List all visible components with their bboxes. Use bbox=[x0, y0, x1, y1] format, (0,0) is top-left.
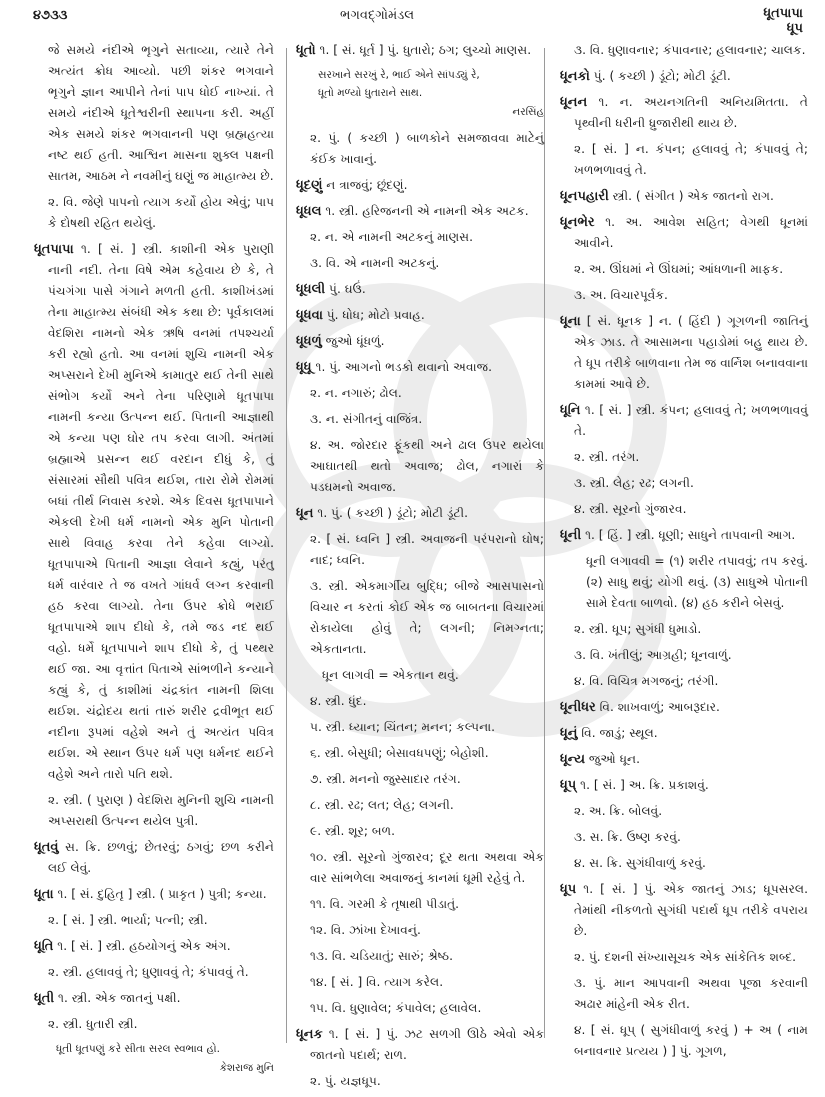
dictionary-entry bbox=[296, 331, 544, 352]
definition: ૧. [ હિં. ] સ્ત્રી. ધૂણી; સાધુને તાપવાની આગ. bbox=[585, 528, 796, 542]
sense-text: ૫. સ્ત્રી. ધ્યાન; ચિંતન; મનન; કલ્પના. bbox=[310, 720, 496, 734]
continued-text bbox=[34, 40, 274, 187]
sense bbox=[560, 827, 808, 848]
headword: ધૂપ bbox=[560, 882, 577, 897]
headword: ધૂધળું bbox=[296, 334, 322, 349]
sense-text: ૪. સ્ત્રી. સૂરનો ગુંજારવ. bbox=[574, 502, 687, 516]
dictionary-entry bbox=[560, 775, 808, 796]
continued-definition: જે સમયે નંદીએ ભૃગુને સતાવ્યા, ત્યારે તેને અત્યંત ક્રોધ આવ્યો. પછી શંકર ભગવાને ભૃગુને જ્ઞાન આપીને તેનાં પાપ ધોઈ નાખ્યાં. તે સમયે નંદીએ ધૂતેશ્વરીની સ્થાપના કરી. અહીં એક સમયે શંકર ભગવાનની પણ બ્રહ્મહત્યા નષ્ટ થઈ હતી. આશ્વિન માસના શુક્લ પક્ષની સાતમ, આઠમ ને નવમીનું ઘણું જ માહાત્મ્ય છે. bbox=[48, 43, 274, 183]
sense bbox=[296, 128, 544, 170]
sense bbox=[34, 192, 274, 234]
sense-text: ૧૦. સ્ત્રી. સૂરનો ગુંજારવ; દૂર થતા અથવા એક વાર સાંભળેલા અવાજનું કાનમાં ઘૂમી રહેવું તે. bbox=[310, 850, 544, 885]
sense bbox=[296, 529, 544, 571]
dictionary-entry bbox=[34, 884, 274, 905]
dictionary-entry bbox=[560, 525, 808, 546]
dictionary-entry bbox=[560, 92, 808, 134]
sense bbox=[296, 576, 544, 660]
sense-text: ૪. અ. જોરદાર ફૂંકથી અને ઢાલ ઉપર થયેલા આઘાતથી થતો અવાજ; ઢોલ, નગારાં કે પડઘમનો અવાજ. bbox=[310, 438, 544, 494]
dictionary-entry bbox=[560, 212, 808, 254]
dictionary-entry bbox=[296, 201, 544, 222]
sense-text: ૩. પું. માન આપવાની અથવા પૂજા કરવાની અઢાર માંહેની એક રીત. bbox=[574, 976, 808, 1011]
dictionary-entry bbox=[34, 936, 274, 957]
guide-word-bottom: ધૂપ bbox=[786, 21, 803, 36]
quotation bbox=[34, 1040, 274, 1079]
headword: ધૂનું bbox=[560, 726, 578, 741]
dictionary-entry bbox=[34, 988, 274, 1009]
sense-text: ૨. સ્ત્રી. ધૂપ; સુગંધી ધુમાડો. bbox=[574, 622, 702, 636]
sense-text: ૪. વિ. વિચિત્ર મગજનું; તરંગી. bbox=[574, 674, 719, 688]
sense-text: ૩. સ્ત્રી. એકમાર્ગીય બુદ્ધિ; બીજે આસપાસનો વિચાર ન કરતાં કોઈ એક જ બાબતના વિચારમાં રોકાયેલા હોવું તે; લગની; નિમગ્નતા; એકતાનતા. bbox=[310, 579, 544, 656]
sense-text: ૩. ન. સંગીતનું વાજિંત્ર. bbox=[310, 412, 423, 426]
sense-text: ૩. વિ. ધુણાવનાર; કંપાવનાર; હલાવનાર; ચાલક. bbox=[574, 43, 806, 57]
running-title: ભગવદ્ગોમંડલ bbox=[340, 8, 415, 23]
definition: ૧. [ સં. ] સ્ત્રી. હઠયોગનું એક અંગ. bbox=[57, 939, 231, 953]
guide-word-top: ધૂતપાપા bbox=[763, 6, 803, 21]
dictionary-entry bbox=[560, 66, 808, 87]
sense bbox=[34, 962, 274, 983]
sense bbox=[560, 1020, 808, 1062]
headword: ધૂનકો bbox=[560, 69, 590, 84]
dictionary-entry bbox=[560, 697, 808, 718]
definition: ૧. [ સં. ] પું. ઝટ સળગી ઊઠે એવો એક જાતનો પદાર્થ; રાળ. bbox=[310, 1027, 545, 1062]
headword: ધૂતો bbox=[296, 43, 316, 58]
dictionary-entry bbox=[296, 357, 544, 378]
sense-text: ૩. સ. ક્રિ. ઉષ્ણ કરવું. bbox=[574, 830, 681, 844]
sense-text: ૭. સ્ત્રી. મનનો જુસ્સાદાર તરંગ. bbox=[310, 772, 461, 786]
dictionary-entry bbox=[296, 1024, 544, 1066]
sense bbox=[296, 894, 544, 915]
definition: સ. ક્રિ. છળવું; છેતરવું; ઠગવું; છળ કરીને લઈ લેવું. bbox=[48, 840, 275, 875]
definition: સ્ત્રી. ( સંગીત ) એક જાતનો રાગ. bbox=[612, 189, 774, 203]
sense-text: ૨. પું. દશની સંખ્યાસૂચક એક સાંકેતિક શબ્દ. bbox=[574, 950, 797, 964]
headword: ધૂનન bbox=[560, 95, 588, 110]
dictionary-entry bbox=[296, 305, 544, 326]
definition: ૧. સ્ત્રી. હરિજનની એ નામની એક અટક. bbox=[325, 204, 529, 218]
definition: ૧. પું. આગનો ભડકો થવાનો અવાજ. bbox=[315, 360, 492, 374]
definition: ૧. [ સં. દુહિતૃ ] સ્ત્રી. ( પ્રાકૃત ) પુત્રી; કન્યા. bbox=[57, 887, 267, 901]
sense-text: ૪. સ. ક્રિ. સુગંધીવાળું કરવું. bbox=[574, 856, 706, 870]
sense-text: ૩. અ. વિચારપૂર્વક. bbox=[574, 288, 668, 302]
definition: ૧. અ. આવેશ સહિત; વેગથી ધૂનમાં આવીને. bbox=[574, 215, 808, 250]
sense bbox=[560, 801, 808, 822]
headword: ધૂનિ bbox=[560, 403, 581, 418]
headword: ધૂદણું bbox=[296, 178, 323, 193]
sense-text: ૨. [ સં. ] સ્ત્રી. ભાર્યા; પત્ની; સ્ત્રી. bbox=[48, 913, 208, 927]
sense bbox=[296, 409, 544, 430]
sense bbox=[560, 285, 808, 306]
sense-text: ૯. સ્ત્રી. શૂર; બળ. bbox=[310, 824, 396, 838]
headword: ધૂતપાપા bbox=[34, 242, 74, 257]
definition: જુઓ ધૂંધળું. bbox=[325, 334, 385, 348]
sense-text: ૨. પું. યજ્ઞધૂપ. bbox=[310, 1074, 381, 1088]
headword: ધૂતા bbox=[34, 887, 54, 902]
sense bbox=[296, 743, 544, 764]
sense bbox=[560, 973, 808, 1015]
headword: ધૂપ્ bbox=[560, 778, 577, 793]
headword: ધૂનભેર bbox=[560, 215, 595, 230]
quote-attribution: કેશરાજ મુનિ bbox=[219, 1062, 274, 1074]
dictionary-entry bbox=[34, 837, 274, 879]
sense-text: ૧૨. વિ. ઝાંખા દેખાવનું. bbox=[310, 923, 421, 937]
definition: ૧. [ સં. ] સ્ત્રી. કંપન; હલાવવું તે; ખળભળાવવું તે. bbox=[574, 403, 808, 438]
page-number: ૪૭૩૩ bbox=[33, 8, 68, 23]
sense bbox=[560, 139, 808, 181]
sense-text: ૨. સ્ત્રી. હલાવવું તે; ધુણાવવું તે; કંપાવવું તે. bbox=[48, 965, 249, 979]
sense bbox=[560, 947, 808, 968]
column-divider bbox=[544, 48, 545, 1038]
definition: ૧. ન. અયનગતિની અનિયમિતતા. તે પૃથ્વીની ધરીની ધ્રુજારીથી થાય છે. bbox=[574, 95, 808, 130]
quote-line: ધૂતી ધૂતપણું કરે સીતા સરલ સ્વભાવ હો. bbox=[56, 1043, 220, 1055]
sense bbox=[296, 769, 544, 790]
sense bbox=[560, 473, 808, 494]
headword: ધૂતવું bbox=[34, 840, 59, 855]
quote-line: સરખાને સરખું રે, ભાઈ એને સાંપડ્યું રે, bbox=[318, 69, 480, 81]
sense bbox=[296, 227, 544, 248]
headword: ધૂન્ય bbox=[560, 752, 585, 767]
headword: ધૂધૂ bbox=[296, 360, 312, 375]
sense bbox=[34, 910, 274, 931]
headword: ધૂધલ bbox=[296, 204, 322, 219]
sense-text: ૪. સ્ત્રી. ધુંદ. bbox=[310, 694, 367, 708]
dictionary-entry bbox=[34, 239, 274, 785]
definition: ન ત્રાજવું; છૂંદણું. bbox=[326, 178, 408, 192]
sense bbox=[560, 259, 808, 280]
sense-text: ૪. [ સં. ધૂપ્ ( સુગંધીવાળું કરવું ) + અ ( નામ બનાવનાર પ્રત્યય ) ] પું. ગૂગળ, bbox=[574, 1023, 808, 1058]
dictionary-entry bbox=[560, 311, 808, 395]
dictionary-entry bbox=[296, 175, 544, 196]
sense-text: ૧૫. વિ. ધુણાવેલ; કંપાવેલ; હલાવેલ. bbox=[310, 1001, 482, 1015]
column-left bbox=[34, 40, 274, 1084]
headword: ધૂનીધર bbox=[560, 700, 596, 715]
sense bbox=[560, 40, 808, 61]
headword: ધૂધલી bbox=[296, 282, 326, 297]
definition: જુઓ ધૂન. bbox=[588, 752, 641, 766]
definition: પું. ધોધ; મોટો પ્રવાહ. bbox=[326, 308, 425, 322]
sense bbox=[296, 821, 544, 842]
sense-text: ૨. [ સં. ધ્વનિ ] સ્ત્રી. અવાજની પરંપરાનો ઘોષ; નાદ; ધ્વનિ. bbox=[310, 532, 544, 567]
definition: ૧. સ્ત્રી. એક જાતનું પક્ષી. bbox=[58, 991, 181, 1005]
sense-text: ૨. વિ. જેણે પાપનો ત્યાગ કર્યો હોય એવું; પાપ કે દોષથી રહિત થયેલું. bbox=[48, 195, 274, 230]
headword: ધૂતિ bbox=[34, 939, 54, 954]
quote-attribution: નરસિંહ bbox=[512, 106, 544, 118]
sense bbox=[560, 645, 808, 666]
page-header bbox=[0, 0, 825, 40]
definition: [ સં. ધૂનક ] ન. ( હિંદી ) ગૂગળની જાતિનું એક ઝાડ. તે આસામના પહાડોમાં બહુ થાય છે. તે ધૂપ તરીકે બાળવાના તેમ જ વાર્નિશ બનાવવાના કામમાં આવે છે. bbox=[574, 314, 808, 391]
idiom-phrase bbox=[296, 665, 544, 686]
dictionary-entry bbox=[560, 879, 808, 942]
sense bbox=[296, 847, 544, 889]
sense-text: ૨. પું. ( કચ્છી ) બાળકોને સમજાવવા માટેનું કંઈક ખાવાનું. bbox=[310, 131, 544, 166]
dictionary-entry bbox=[560, 723, 808, 744]
sense-text: ૮. સ્ત્રી. રઢ; લત; લેહ; લગની. bbox=[310, 798, 454, 812]
sense bbox=[296, 717, 544, 738]
sense-text: ૨. અ. ક્રિ. બોલવું. bbox=[574, 804, 663, 818]
sense bbox=[296, 691, 544, 712]
sense-text: ૨. ન. નગારું; ઢોલ. bbox=[310, 386, 402, 400]
sense-text: ૩. સ્ત્રી. લેહ; રઢ; લગની. bbox=[574, 476, 694, 490]
sense bbox=[296, 1071, 544, 1092]
sense bbox=[296, 383, 544, 404]
sense-text: ૨. સ્ત્રી. ધુતારી સ્ત્રી. bbox=[48, 1017, 138, 1031]
headword: ધૂની bbox=[560, 528, 582, 543]
dictionary-entry bbox=[296, 503, 544, 524]
sense-text: ૩. વિ. એ નામની અટકનું. bbox=[310, 256, 440, 270]
sense bbox=[560, 619, 808, 640]
sense-text: ૨. સ્ત્રી. ( પુરાણ ) વેદશિરા મુનિની શુચિ નામની અપ્સરાથી ઉત્પન્ન થયેલ પુત્રી. bbox=[48, 793, 274, 828]
sense bbox=[560, 499, 808, 520]
sense-text: ૨. ન. એ નામની અટકનું માણસ. bbox=[310, 230, 474, 244]
sense bbox=[296, 972, 544, 993]
sense-text: ૨. સ્ત્રી. તરંગ. bbox=[574, 450, 640, 464]
quotation bbox=[296, 66, 544, 123]
guide-words bbox=[763, 6, 803, 36]
headword: ધૂધવા bbox=[296, 308, 323, 323]
dictionary-entry bbox=[560, 749, 808, 770]
definition: પું. ( કચ્છી ) ડૂંટો; મોટી ડૂંટી. bbox=[593, 69, 731, 83]
sense bbox=[34, 1014, 274, 1035]
headword: ધૂનક bbox=[296, 1027, 323, 1042]
definition: ૧. [ સં. ] અ. ક્રિ. પ્રકાશવું. bbox=[580, 778, 709, 792]
column-middle bbox=[296, 40, 544, 1097]
sense-text: ૧૪. [ સં. ] વિ. ત્યાગ કરેલ. bbox=[310, 975, 444, 989]
sense bbox=[296, 253, 544, 274]
sense-text: ૧૧. વિ. ગરમી કે તૃષાથી પીડાતું. bbox=[310, 897, 460, 911]
definition: વિ. જાડું; સ્થૂલ. bbox=[581, 726, 658, 740]
dictionary-entry bbox=[560, 186, 808, 207]
phrase-text: ધૂની લગાવવી = (૧) શરીર તપાવવું; તપ કરવું. (૨) સાધુ થવું; યોગી થવું. (૩) સાધુએ પોતાની સામે દેવતા બાળવો. (૪) હઠ કરીને બેસવું. bbox=[586, 554, 808, 610]
headword: ધૂતી bbox=[34, 991, 55, 1006]
sense-text: ૨. [ સં. ] ન. કંપન; હલાવવું તે; કંપાવવું તે; ખળભળાવવું તે. bbox=[574, 142, 808, 177]
dictionary-entry bbox=[560, 400, 808, 442]
column-right bbox=[560, 40, 808, 1067]
definition: વિ. શાખવાળું; આબરૂદાર. bbox=[599, 700, 720, 714]
sense bbox=[296, 920, 544, 941]
phrase-text: ધૂન લાગવી = એકતાન થવું. bbox=[322, 668, 459, 682]
sense bbox=[34, 790, 274, 832]
sense bbox=[296, 946, 544, 967]
definition: ૧. [ સં. ધૂર્ત ] પું. ધુતારો; ઠગ; લુચ્ચો માણસ. bbox=[319, 43, 532, 57]
definition: ૧. પું. ( કચ્છી ) ડૂંટો; મોટી ડૂંટી. bbox=[317, 506, 468, 520]
headword: ધૂનપહારી bbox=[560, 189, 609, 204]
idiom-phrase bbox=[560, 551, 808, 614]
sense-text: ૬. સ્ત્રી. બેસુધી; બેસાવધપણું; બેહોશી. bbox=[310, 746, 489, 760]
quote-line: ધૂતો મળ્યો ધુતારાને સાથ. bbox=[318, 87, 423, 99]
definition: પું. ઘઉં. bbox=[329, 282, 366, 296]
sense-text: ૨. અ. ઊંઘમાં ને ઊંઘમાં; આંધળાની માફક. bbox=[574, 262, 784, 276]
sense bbox=[560, 671, 808, 692]
sense bbox=[296, 435, 544, 498]
dictionary-entry bbox=[296, 279, 544, 300]
definition: ૧. [ સં. ] પું. એક જાતનું ઝાડ; ધૂપસરલ. તેમાંથી નીકળતો સુગંધી પદાર્થ ધૂપ તરીકે વપરાય છે. bbox=[574, 882, 808, 938]
column-divider bbox=[286, 48, 287, 1043]
sense bbox=[296, 795, 544, 816]
sense-text: ૩. વિ. ખંતીલું; આગ્રહી; ધૂનવાળું. bbox=[574, 648, 732, 662]
dictionary-entry bbox=[296, 40, 544, 61]
headword: ધૂના bbox=[560, 314, 581, 329]
sense-text: ૧૩. વિ. ચડિયાતું; સારું; શ્રેષ્ઠ. bbox=[310, 949, 453, 963]
sense bbox=[560, 447, 808, 468]
definition: ૧. [ સં. ] સ્ત્રી. કાશીની એક પુરાણી નાની નદી. તેના વિષે એમ કહેવાય છે કે, તે પંચગંગા પાસે ગંગાને મળતી હતી. કાશીખંડમાં તેના માહાત્મ્ય સંબંધી એક કથા છે: પૂર્વકાલમાં વેદશિરા નામનો એક ઋષિ વનમાં તપશ્ચર્યા કરી રહ્યો હતો. આ વનમાં શુચિ નામની એક અપ્સરાને દેખી મુનિએ કામાતુર થઈ તેની સાથે સંભોગ કર્યો અને તેના પરિણામે ધૂતપાપા નામની કન્યા ઉત્પન્ન થઈ. પિતાની આજ્ઞાથી એ કન્યા પણ ઘોર તપ કરવા લાગી. અંતમાં બ્રહ્માએ પ્રસન્ન થઈ વરદાન દીધું કે, તું સંસારમાં સૌથી પવિત્ર થઈશ, તારા રોમે રોમમાં બધાં તીર્થ નિવાસ કરશે. એક દિવસ ધૂતપાપાને એકલી દેખી ધર્મ નામનો એક મુનિ પોતાની સાથે વિવાહ કરવા તેને કહેવા લાગ્યો. ધૂતપાપાએ પિતાની આજ્ઞા લેવાને કહ્યું, પરંતુ ધર્મ વારંવાર તે જ વખતે ગાંધર્વ લગ્ન કરવાની હઠ કરવા લાગ્યો. તેના ઉપર ક્રોધે ભરાઈ ધૂતપાપાએ શાપ દીધો કે, તમે જડ નદ થઈ વહો. ધર્મે ધૂતપાપાને શાપ દીધો કે, તું પથ્થર થઈ જા. આ વૃત્તાંત પિતાએ સાંભળીને કન્યાને કહ્યું કે, તું કાશીમાં ચંદ્રકાંત નામની શિલા થઈશ. ચંદ્રોદય થતાં તારું શરીર દ્રવીભૂત થઈ નદીના રૂપમાં વહેશે અને તું અત્યંત પવિત્ર થઈશ. એ સ્થાન ઉપર ધર્મ પણ ધર્મનદ થઈને વહેશે અને તારો પતિ થશે. bbox=[48, 242, 274, 781]
headword: ધૂન bbox=[296, 506, 314, 521]
sense bbox=[560, 853, 808, 874]
sense bbox=[296, 998, 544, 1019]
